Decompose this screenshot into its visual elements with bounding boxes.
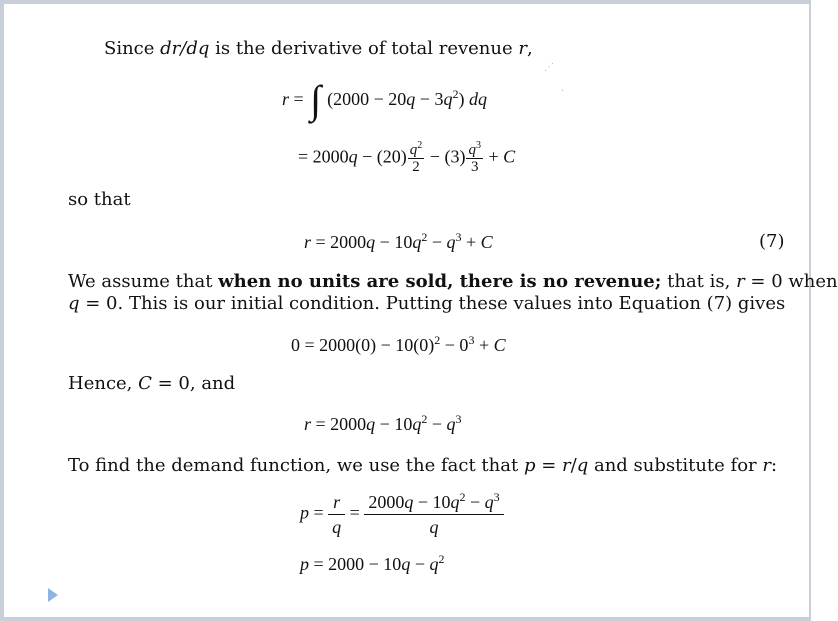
intro-text-c: , (526, 38, 533, 59)
demand-text-c: : (770, 455, 778, 476)
equation-demand: $p = 2000 - 10q - q^2$ (300, 552, 445, 574)
intro-text-b: is the derivative of total revenue (209, 38, 519, 59)
equation-revenue: $r = 2000q - 10q^2 - q^3$ (304, 412, 462, 434)
demand-text-b: and substitute for (588, 455, 763, 476)
equation-substitution: $0 = 2000(0) - 10(0)^2 - 0^3 + C$ (291, 333, 506, 355)
assume-line: We assume that when no units are sold, there is no revenue; that is, r = 0 when (68, 271, 838, 292)
so-that-text: so that (68, 189, 131, 210)
intro-r: r (518, 38, 527, 59)
assume-text-a: We assume that (68, 271, 219, 292)
equation-price-fraction: p = $\frac{r}{q}$ = $\frac{2000q - 10q^2 - q^3}{q}$ (300, 490, 504, 539)
integral-sign-icon: ∫ (310, 77, 322, 122)
equation-number: (7) (759, 231, 785, 252)
assume-bold-text: when no units are sold, there is no revenue; (218, 271, 662, 292)
demand-line: To find the demand function, we use the fact that p = r/q and substitute for r: (68, 455, 778, 476)
hence-line: Hence, C = 0, and (68, 373, 236, 394)
play-arrow-icon[interactable] (48, 588, 58, 602)
scan-speck: · (561, 86, 565, 97)
assume-text-b: that is, (661, 271, 737, 292)
hence-text-b: = 0, and (151, 373, 236, 394)
intro-text-a: Since (104, 38, 161, 59)
hence-text-a: Hence, (68, 373, 139, 394)
initial-text: = 0. This is our initial condition. Putting these values into Equation (7) gives (79, 293, 786, 314)
intro-drdq: dr/dq (160, 38, 210, 59)
equation-antiderivative: = 2000q − (20) $\frac{q^2}{2}$ − (3) $\frac{q^3}{3}$ + C (298, 140, 516, 175)
assume-text-c: = 0 when (744, 271, 838, 292)
demand-text-a: To find the demand function, we use the fact that (68, 455, 524, 476)
equation-integral: r = ∫ $(2000 - 20q - 3q^2)$ dq (282, 77, 487, 122)
scan-speck: ⋰ (544, 62, 554, 73)
intro-line (104, 38, 533, 60)
initial-condition-line: q = 0. This is our initial condition. Putting these values into Equation (7) gives (68, 293, 786, 314)
equation-7: $r = 2000q - 10q^2 - q^3 + C$ (304, 230, 493, 252)
